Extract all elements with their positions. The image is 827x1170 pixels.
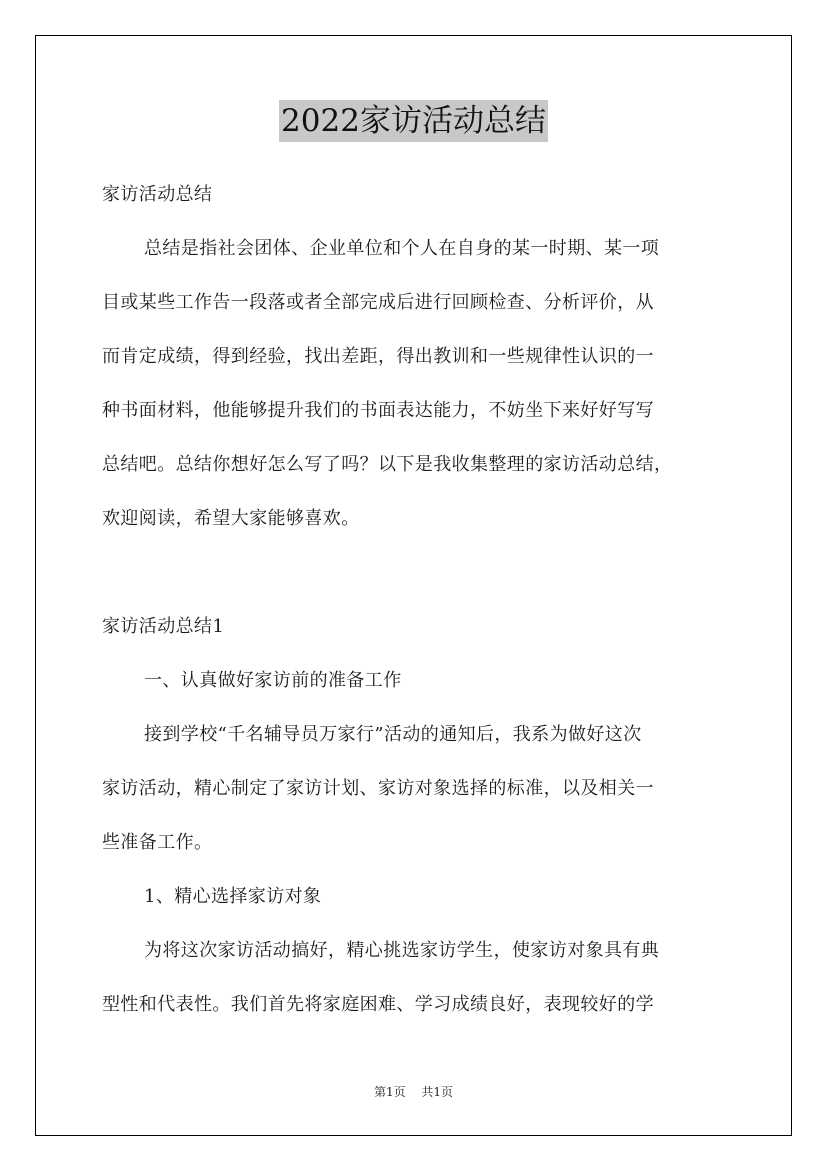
body-line: 接到学校“千名辅导员万家行”活动的通知后，我系为做好这次 <box>144 724 642 745</box>
body-line: 型性和代表性。我们首先将家庭困难、学习成绩良好，表现较好的学 <box>102 994 654 1015</box>
body-line: 而肯定成绩，得到经验，找出差距，得出教训和一些规律性认识的一 <box>102 346 654 367</box>
subheading: 1、精心选择家访对象 <box>144 886 322 907</box>
body-line: 家访活动总结 <box>102 184 213 205</box>
document-title: 2022家访活动总结 <box>279 100 548 142</box>
section-heading: 家访活动总结1 <box>102 616 225 637</box>
page-footer <box>0 1083 827 1100</box>
blank-line <box>102 546 742 600</box>
subheading: 一、认真做好家访前的准备工作 <box>144 670 402 691</box>
title-container <box>0 100 827 142</box>
body-line: 总结吧。总结你想好怎么写了吗？以下是我收集整理的家访活动总结， <box>102 454 673 475</box>
body-line: 为将这次家访活动搞好，精心挑选家访学生，使家访对象具有典 <box>144 940 660 961</box>
body-line: 欢迎阅读，希望大家能够喜欢。 <box>102 508 360 529</box>
document-body <box>102 168 742 1032</box>
body-line: 目或某些工作告一段落或者全部完成后进行回顾检查、分析评价，从 <box>102 292 654 313</box>
body-line: 些准备工作。 <box>102 832 213 853</box>
page-total: 共1页 <box>421 1085 454 1099</box>
body-line: 种书面材料，他能够提升我们的书面表达能力，不妨坐下来好好写写 <box>102 400 654 421</box>
body-line: 总结是指社会团体、企业单位和个人在自身的某一时期、某一项 <box>144 238 660 259</box>
page-number: 第1页 <box>373 1085 406 1099</box>
body-line: 家访活动，精心制定了家访计划、家访对象选择的标准，以及相关一 <box>102 778 654 799</box>
